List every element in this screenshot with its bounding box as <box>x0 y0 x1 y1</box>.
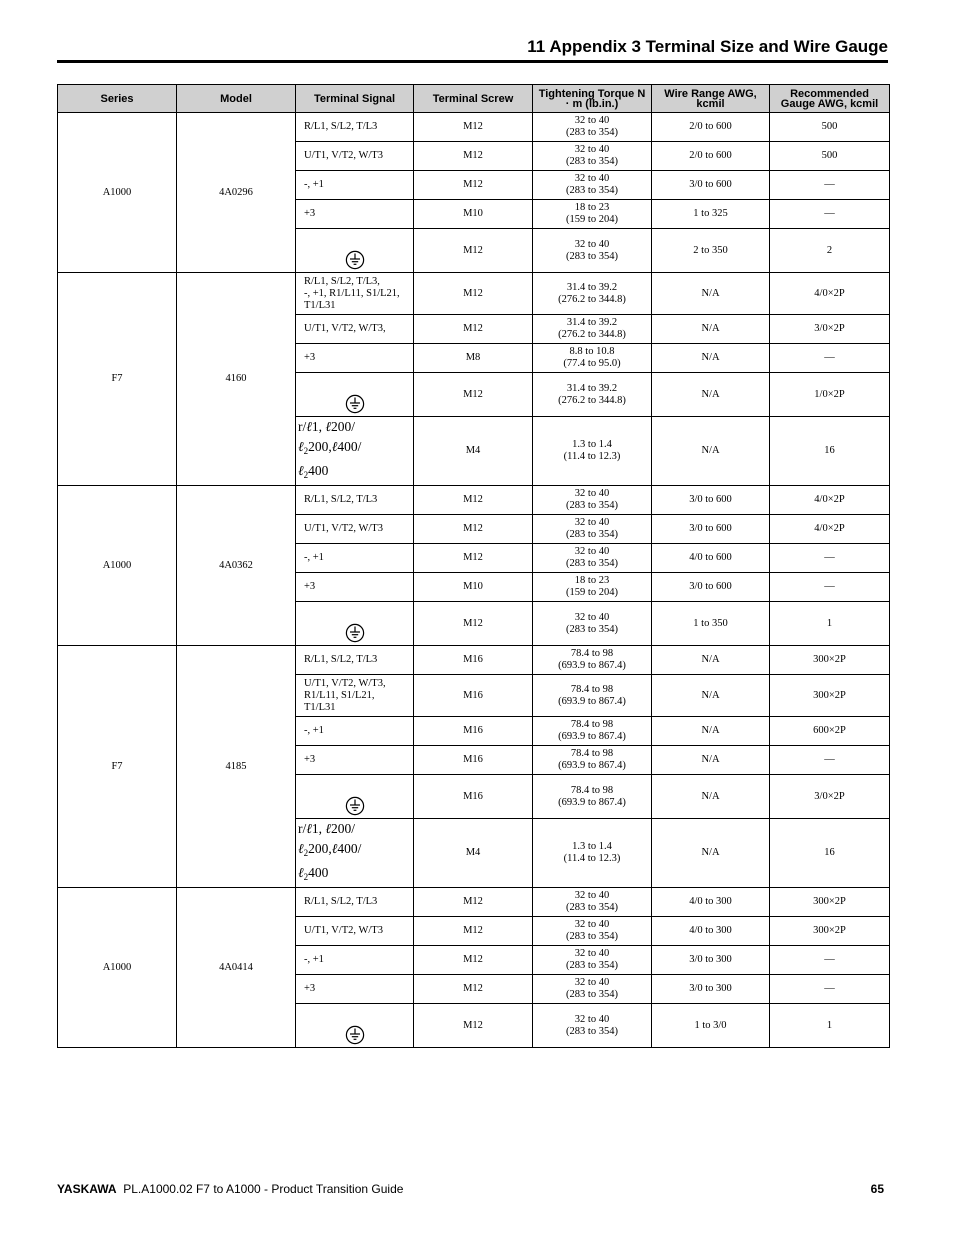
torque-line: 18 to 23 <box>574 202 610 213</box>
terminal-signal-cell <box>296 344 414 373</box>
terminal-signal-cell <box>296 142 414 171</box>
terminal-signal-cell <box>296 746 414 775</box>
col-header: Terminal Signal <box>296 85 414 113</box>
wire-range-cell: N/A <box>652 675 770 717</box>
terminal-screw-cell: M12 <box>414 171 533 200</box>
torque-line: (283 to 354) <box>566 931 618 942</box>
torque-cell <box>533 113 652 142</box>
terminal-signal-cell <box>296 646 414 675</box>
signal-line: T1/L31 <box>304 299 336 311</box>
torque-line: (159 to 204) <box>566 214 618 225</box>
wire-range-cell: N/A <box>652 717 770 746</box>
terminal-screw-cell: M12 <box>414 273 533 315</box>
signal-line: R/L1, S/L2, T/L3 <box>304 494 378 505</box>
torque-cell <box>533 200 652 229</box>
terminal-signal-cell <box>296 515 414 544</box>
model-cell: 4185 <box>177 646 296 888</box>
torque-line: 32 to 40 <box>574 115 610 126</box>
relay-line: ℓ$_2$200,ℓ400/ <box>298 439 362 456</box>
torque-line: (283 to 354) <box>566 185 618 196</box>
recommended-gauge-cell: 1 <box>770 1004 890 1048</box>
terminal-signal-cell <box>296 171 414 200</box>
terminal-screw-cell: M16 <box>414 746 533 775</box>
series-cell: F7 <box>58 646 177 888</box>
terminal-screw-cell: M12 <box>414 486 533 515</box>
signal-line: R/L1, S/L2, T/L3 <box>304 121 378 132</box>
terminal-signal-cell <box>296 113 414 142</box>
signal-line: -, +1 <box>304 954 324 965</box>
terminal-signal-cell <box>296 573 414 602</box>
signal-line: U/T1, V/T2, W/T3, <box>304 323 386 334</box>
relay-terminal-signal <box>298 819 409 887</box>
torque-cell <box>533 602 652 646</box>
terminal-signal-cell <box>296 917 414 946</box>
terminal-screw-cell: M12 <box>414 975 533 1004</box>
series-cell: A1000 <box>58 486 177 646</box>
wire-range-cell: N/A <box>652 344 770 373</box>
terminal-screw-cell: M4 <box>414 417 533 486</box>
signal-line: -, +1, R1/L11, S1/L21, <box>304 287 400 299</box>
torque-line: 32 to 40 <box>574 1013 610 1025</box>
terminal-signal-cell <box>296 1004 414 1048</box>
wire-range-cell: 2/0 to 600 <box>652 142 770 171</box>
recommended-gauge-cell: — <box>770 171 890 200</box>
signal-line: +3 <box>304 983 316 994</box>
torque-cell <box>533 917 652 946</box>
torque-line: 32 to 40 <box>574 977 610 988</box>
signal-line: +3 <box>304 208 316 219</box>
torque-line: 32 to 40 <box>574 517 610 528</box>
col-header: Tightening Torque N · m (lb.in.) <box>533 85 652 113</box>
wire-range-cell: N/A <box>652 417 770 486</box>
recommended-gauge-cell: 300×2P <box>770 917 890 946</box>
terminal-table <box>57 84 890 1048</box>
page-title: 11 Appendix 3 Terminal Size and Wire Gauge <box>527 37 888 56</box>
terminal-screw-cell: M10 <box>414 573 533 602</box>
wire-range-cell: 3/0 to 600 <box>652 573 770 602</box>
terminal-signal-cell <box>296 888 414 917</box>
torque-line: (276.2 to 344.8) <box>558 329 626 340</box>
recommended-gauge-cell: 2 <box>770 229 890 273</box>
torque-line: (283 to 354) <box>566 500 618 511</box>
wire-range-cell: 3/0 to 600 <box>652 515 770 544</box>
wire-range-cell: N/A <box>652 775 770 819</box>
torque-cell <box>533 675 652 717</box>
recommended-gauge-cell: — <box>770 946 890 975</box>
recommended-gauge-cell: 300×2P <box>770 888 890 917</box>
torque-cell <box>533 544 652 573</box>
signal-line: +3 <box>304 352 316 363</box>
torque-line: 32 to 40 <box>574 611 610 623</box>
terminal-signal-cell <box>296 717 414 746</box>
model-cell: 4160 <box>177 273 296 486</box>
torque-line: 8.8 to 10.8 <box>569 346 615 357</box>
torque-line: (283 to 354) <box>566 1025 618 1037</box>
torque-line: 32 to 40 <box>574 488 610 499</box>
recommended-gauge-cell: 4/0×2P <box>770 273 890 315</box>
signal-line: T1/L31 <box>304 701 336 713</box>
torque-line: (283 to 354) <box>566 127 618 138</box>
signal-line: +3 <box>304 754 316 765</box>
recommended-gauge-cell: — <box>770 544 890 573</box>
col-header: Terminal Screw <box>414 85 533 113</box>
terminal-screw-cell: M12 <box>414 917 533 946</box>
torque-line: 78.4 to 98 <box>570 648 614 659</box>
recommended-gauge-cell: 16 <box>770 819 890 888</box>
wire-range-cell: N/A <box>652 819 770 888</box>
wire-range-cell: 1 to 350 <box>652 602 770 646</box>
table-row <box>58 888 890 917</box>
wire-range-cell: 1 to 325 <box>652 200 770 229</box>
signal-line: U/T1, V/T2, W/T3 <box>304 523 383 534</box>
series-cell: A1000 <box>58 113 177 273</box>
wire-range-cell: N/A <box>652 646 770 675</box>
torque-cell <box>533 229 652 273</box>
torque-line: (283 to 354) <box>566 960 618 971</box>
signal-line: -, +1 <box>304 179 324 190</box>
terminal-screw-cell: M12 <box>414 602 533 646</box>
torque-line: (283 to 354) <box>566 250 618 262</box>
footer-doc-title: PL.A1000.02 F7 to A1000 - Product Transition Guide <box>123 1182 404 1196</box>
torque-cell <box>533 344 652 373</box>
torque-line: 18 to 23 <box>574 575 610 586</box>
wire-range-cell: 2 to 350 <box>652 229 770 273</box>
title-rule <box>57 60 888 63</box>
terminal-signal-cell <box>296 819 414 888</box>
terminal-screw-cell: M12 <box>414 113 533 142</box>
terminal-signal-cell <box>296 229 414 273</box>
torque-line: (283 to 354) <box>566 558 618 569</box>
relay-line: ℓ$_2$400 <box>298 463 329 480</box>
terminal-screw-cell: M12 <box>414 229 533 273</box>
torque-line: (693.9 to 867.4) <box>558 731 626 742</box>
terminal-signal-cell <box>296 544 414 573</box>
recommended-gauge-cell: 300×2P <box>770 675 890 717</box>
torque-cell <box>533 273 652 315</box>
torque-line: 32 to 40 <box>574 546 610 557</box>
torque-cell <box>533 373 652 417</box>
torque-cell <box>533 975 652 1004</box>
wire-range-cell: 3/0 to 600 <box>652 486 770 515</box>
recommended-gauge-cell: 3/0×2P <box>770 775 890 819</box>
torque-line: (693.9 to 867.4) <box>558 695 626 707</box>
wire-range-cell: 3/0 to 300 <box>652 975 770 1004</box>
terminal-screw-cell: M12 <box>414 515 533 544</box>
terminal-screw-cell: M12 <box>414 373 533 417</box>
torque-cell <box>533 417 652 486</box>
signal-line: R/L1, S/L2, T/L3, <box>304 275 380 287</box>
ground-icon <box>345 250 365 270</box>
torque-line: (77.4 to 95.0) <box>563 358 621 369</box>
table-row <box>58 646 890 675</box>
terminal-screw-cell: M12 <box>414 544 533 573</box>
terminal-screw-cell: M4 <box>414 819 533 888</box>
footer-brand: YASKAWA <box>57 1182 117 1196</box>
table-body <box>58 113 890 1048</box>
recommended-gauge-cell: 600×2P <box>770 717 890 746</box>
wire-range-cell: 3/0 to 300 <box>652 946 770 975</box>
torque-line: 32 to 40 <box>574 238 610 250</box>
terminal-signal-cell <box>296 315 414 344</box>
table-row <box>58 486 890 515</box>
torque-line: (276.2 to 344.8) <box>558 293 626 305</box>
relay-terminal-signal <box>298 417 409 485</box>
terminal-screw-cell: M16 <box>414 675 533 717</box>
terminal-signal-cell <box>296 602 414 646</box>
wire-range-cell: 4/0 to 300 <box>652 888 770 917</box>
torque-cell <box>533 775 652 819</box>
torque-line: 78.4 to 98 <box>570 748 614 759</box>
torque-line: 32 to 40 <box>574 948 610 959</box>
col-header: Wire Range AWG, kcmil <box>652 85 770 113</box>
torque-line: (283 to 354) <box>566 989 618 1000</box>
col-header: Model <box>177 85 296 113</box>
terminal-screw-cell: M16 <box>414 646 533 675</box>
relay-line: r/ℓ1, ℓ200/ <box>298 419 356 434</box>
terminal-screw-cell: M12 <box>414 1004 533 1048</box>
relay-line: ℓ$_2$400 <box>298 865 329 882</box>
torque-cell <box>533 646 652 675</box>
wire-range-cell: N/A <box>652 315 770 344</box>
torque-line: 31.4 to 39.2 <box>566 281 618 293</box>
terminal-signal-cell <box>296 200 414 229</box>
terminal-signal-cell <box>296 373 414 417</box>
table-header-row <box>58 85 890 113</box>
table-row <box>58 273 890 315</box>
wire-range-cell: 3/0 to 600 <box>652 171 770 200</box>
signal-line: U/T1, V/T2, W/T3 <box>304 150 383 161</box>
ground-icon <box>345 796 365 816</box>
ground-icon <box>345 1025 365 1045</box>
torque-line: (693.9 to 867.4) <box>558 796 626 808</box>
model-cell: 4A0362 <box>177 486 296 646</box>
model-cell: 4A0296 <box>177 113 296 273</box>
terminal-signal-cell <box>296 975 414 1004</box>
terminal-screw-cell: M12 <box>414 142 533 171</box>
terminal-signal-cell <box>296 486 414 515</box>
torque-line: (693.9 to 867.4) <box>558 660 626 671</box>
wire-range-cell: N/A <box>652 273 770 315</box>
torque-line: 32 to 40 <box>574 173 610 184</box>
wire-range-cell: 4/0 to 300 <box>652 917 770 946</box>
torque-cell <box>533 717 652 746</box>
wire-range-cell: 1 to 3/0 <box>652 1004 770 1048</box>
torque-line: 32 to 40 <box>574 144 610 155</box>
torque-line: (283 to 354) <box>566 156 618 167</box>
torque-line: (283 to 354) <box>566 623 618 635</box>
terminal-screw-cell: M12 <box>414 888 533 917</box>
torque-line: (693.9 to 867.4) <box>558 760 626 771</box>
terminal-screw-cell: M8 <box>414 344 533 373</box>
terminal-screw-cell: M16 <box>414 775 533 819</box>
torque-cell <box>533 1004 652 1048</box>
recommended-gauge-cell: 4/0×2P <box>770 515 890 544</box>
wire-range-cell: N/A <box>652 373 770 417</box>
wire-range-cell: N/A <box>652 746 770 775</box>
wire-range-cell: 2/0 to 600 <box>652 113 770 142</box>
table-row <box>58 113 890 142</box>
torque-line: (159 to 204) <box>566 587 618 598</box>
recommended-gauge-cell: 300×2P <box>770 646 890 675</box>
torque-cell <box>533 486 652 515</box>
signal-line: R/L1, S/L2, T/L3 <box>304 654 378 665</box>
recommended-gauge-cell: 500 <box>770 142 890 171</box>
torque-cell <box>533 515 652 544</box>
recommended-gauge-cell: — <box>770 200 890 229</box>
col-header: Series <box>58 85 177 113</box>
torque-line: 31.4 to 39.2 <box>566 317 618 328</box>
torque-cell <box>533 888 652 917</box>
torque-line: (283 to 354) <box>566 902 618 913</box>
terminal-signal-cell <box>296 273 414 315</box>
relay-line: r/ℓ1, ℓ200/ <box>298 821 356 836</box>
torque-cell <box>533 315 652 344</box>
recommended-gauge-cell: 3/0×2P <box>770 315 890 344</box>
torque-line: 78.4 to 98 <box>570 683 614 695</box>
recommended-gauge-cell: 500 <box>770 113 890 142</box>
terminal-signal-cell <box>296 946 414 975</box>
series-cell: F7 <box>58 273 177 486</box>
torque-line: 32 to 40 <box>574 890 610 901</box>
torque-line: 1.3 to 1.4 <box>572 841 612 852</box>
signal-line: R1/L11, S1/L21, <box>304 689 375 701</box>
signal-line: -, +1 <box>304 725 324 736</box>
page-number: 65 <box>870 1182 884 1196</box>
torque-cell <box>533 171 652 200</box>
signal-line: R/L1, S/L2, T/L3 <box>304 896 378 907</box>
relay-line: ℓ$_2$200,ℓ400/ <box>298 841 362 858</box>
torque-line: (276.2 to 344.8) <box>558 394 626 406</box>
series-cell: A1000 <box>58 888 177 1048</box>
signal-line: -, +1 <box>304 552 324 563</box>
torque-cell <box>533 746 652 775</box>
torque-line: (283 to 354) <box>566 529 618 540</box>
torque-line: 1.3 to 1.4 <box>572 439 612 450</box>
ground-icon <box>345 623 365 643</box>
terminal-signal-cell <box>296 675 414 717</box>
terminal-screw-cell: M12 <box>414 315 533 344</box>
terminal-screw-cell: M10 <box>414 200 533 229</box>
wire-range-cell: 4/0 to 600 <box>652 544 770 573</box>
torque-line: (11.4 to 12.3) <box>563 853 621 864</box>
torque-line: 78.4 to 98 <box>570 719 614 730</box>
model-cell: 4A0414 <box>177 888 296 1048</box>
torque-cell <box>533 573 652 602</box>
terminal-screw-cell: M12 <box>414 946 533 975</box>
torque-line: 78.4 to 98 <box>570 784 614 796</box>
recommended-gauge-cell: 1/0×2P <box>770 373 890 417</box>
torque-cell <box>533 142 652 171</box>
recommended-gauge-cell: — <box>770 573 890 602</box>
recommended-gauge-cell: 1 <box>770 602 890 646</box>
footer-doc <box>57 1182 403 1196</box>
torque-line: (11.4 to 12.3) <box>563 451 621 462</box>
recommended-gauge-cell: — <box>770 344 890 373</box>
torque-cell <box>533 819 652 888</box>
ground-icon <box>345 394 365 414</box>
col-header: Recommended Gauge AWG, kcmil <box>770 85 890 113</box>
recommended-gauge-cell: 4/0×2P <box>770 486 890 515</box>
signal-line: U/T1, V/T2, W/T3, <box>304 677 386 689</box>
recommended-gauge-cell: — <box>770 746 890 775</box>
terminal-signal-cell <box>296 775 414 819</box>
signal-line: U/T1, V/T2, W/T3 <box>304 925 383 936</box>
recommended-gauge-cell: — <box>770 975 890 1004</box>
signal-line: +3 <box>304 581 316 592</box>
recommended-gauge-cell: 16 <box>770 417 890 486</box>
torque-cell <box>533 946 652 975</box>
terminal-screw-cell: M16 <box>414 717 533 746</box>
torque-line: 31.4 to 39.2 <box>566 382 618 394</box>
torque-line: 32 to 40 <box>574 919 610 930</box>
terminal-signal-cell <box>296 417 414 486</box>
